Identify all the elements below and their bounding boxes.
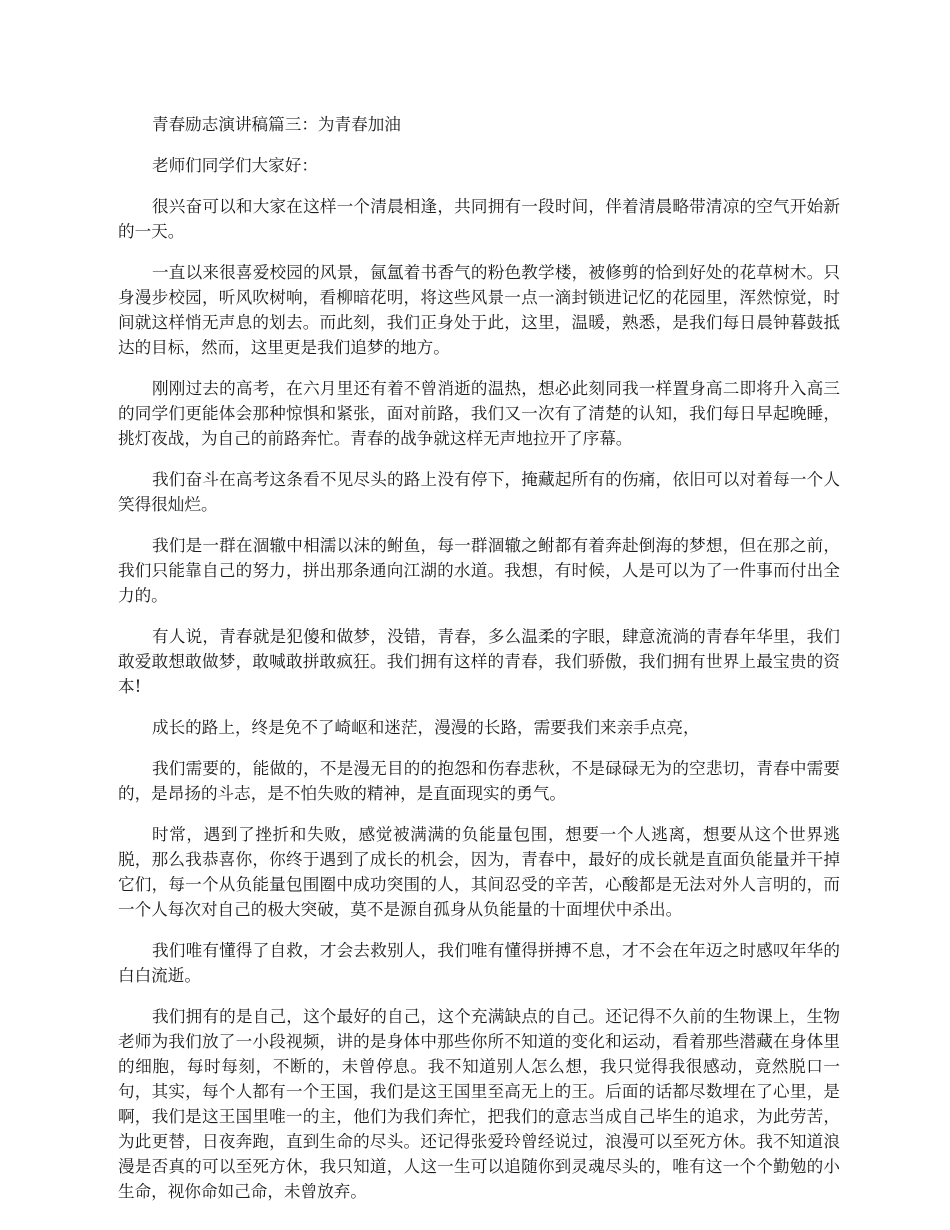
paragraph-5: 我们是一群在涸辙中相濡以沫的鲋鱼，每一群涸辙之鲋都有着奔赴倒海的梦想，但在那之前，我们只能靠自己的努力，拼出那条通向江湖的水道。我想，有时候，人是可以为了一件事而付出全力的。 (118, 536, 840, 605)
paragraph-7: 成长的路上，终是免不了崎岖和迷茫，漫漫的长路，需要我们来亲手点亮， (152, 718, 700, 737)
paragraph-11: 我们拥有的是自己，这个最好的自己，这个充满缺点的自己。还记得不久前的生物课上，生物老师为我们放了一小段视频，讲的是身体中那些你所不知道的变化和运动，看着那些潜藏在身体里的细胞，每时每刻，不断的，未曾停息。我不知道别人怎么想，我只觉得我很感动，竟然脱口一句，其实，每个人都有一个王国，我们是这王国里至高无上的王。后面的话都尽数埋在了心里，是啊，我们是这王国里唯一的主，他们为我们奔忙，把我们的意志当成自己毕生的追求，为此劳苦，为此更替，日夜奔跑，直到生命的尽头。还记得张爱玲曾经说过，浪漫可以至死方休。我不知道浪漫是否真的可以至死方休，我只知道，人这一生可以追随你到灵魂尽头的，唯有这一个个勤勉的小生命，视你命如己命，未曾放弃。 (118, 1007, 840, 1201)
paragraph-3: 刚刚过去的高考，在六月里还有着不曾消逝的温热，想必此刻同我一样置身高二即将升入高三的同学们更能体会那种惊惧和紧张，面对前路，我们又一次有了清楚的认知，我们每日早起晚睡，挑灯夜战，为自己的前路奔忙。青春的战争就这样无声地拉开了序幕。 (118, 379, 840, 448)
paragraph-6: 有人说，青春就是犯傻和做梦，没错，青春，多么温柔的字眼，肆意流淌的青春年华里，我们敢爱敢想敢做梦，敢喊敢拼敢疯狂。我们拥有这样的青春，我们骄傲，我们拥有世界上最宝贵的资本! (118, 627, 840, 696)
document-title: 青春励志演讲稿篇三：为青春加油 (152, 115, 401, 134)
paragraph-4: 我们奋斗在高考这条看不见尽头的路上没有停下，掩藏起所有的伤痛，依旧可以对着每一个人笑得很灿烂。 (118, 470, 840, 514)
document-body (118, 112, 840, 1220)
paragraph-2: 一直以来很喜爱校园的风景，氤氲着书香气的粉色教学楼，被修剪的恰到好处的花草树木。只身漫步校园，听风吹树响，看柳暗花明，将这些风景一点一滴封锁进记忆的花园里，浑然惊觉，时间就这样悄无声息的划去。而此刻，我们正身处于此，这里，温暖，熟悉，是我们每日晨钟暮鼓抵达的目标，然而，这里更是我们追梦的地方。 (118, 263, 840, 357)
greeting: 老师们同学们大家好： (152, 156, 318, 175)
paragraph-8: 我们需要的，能做的，不是漫无目的的抱怨和伤春悲秋，不是碌碌无为的空悲切，青春中需要的，是昂扬的斗志，是不怕失败的精神，是直面现实的勇气。 (118, 759, 840, 803)
paragraph-9: 时常，遇到了挫折和失败，感觉被满满的负能量包围，想要一个人逃离，想要从这个世界逃脱，那么我恭喜你，你终于遇到了成长的机会，因为，青春中，最好的成长就是直面负能量并干掉它们，每一个从负能量包围圈中成功突围的人，其间忍受的辛苦，心酸都是无法对外人言明的，而一个人每次对自己的极大突破，莫不是源自孤身从负能量的十面埋伏中杀出。 (118, 825, 840, 919)
paragraph-1: 很兴奋可以和大家在这样一个清晨相逢，共同拥有一段时间，伴着清晨略带清凉的空气开始新的一天。 (118, 197, 840, 241)
paragraph-10: 我们唯有懂得了自救，才会去救别人，我们唯有懂得拼搏不息，才不会在年迈之时感叹年华的白白流逝。 (118, 941, 840, 985)
